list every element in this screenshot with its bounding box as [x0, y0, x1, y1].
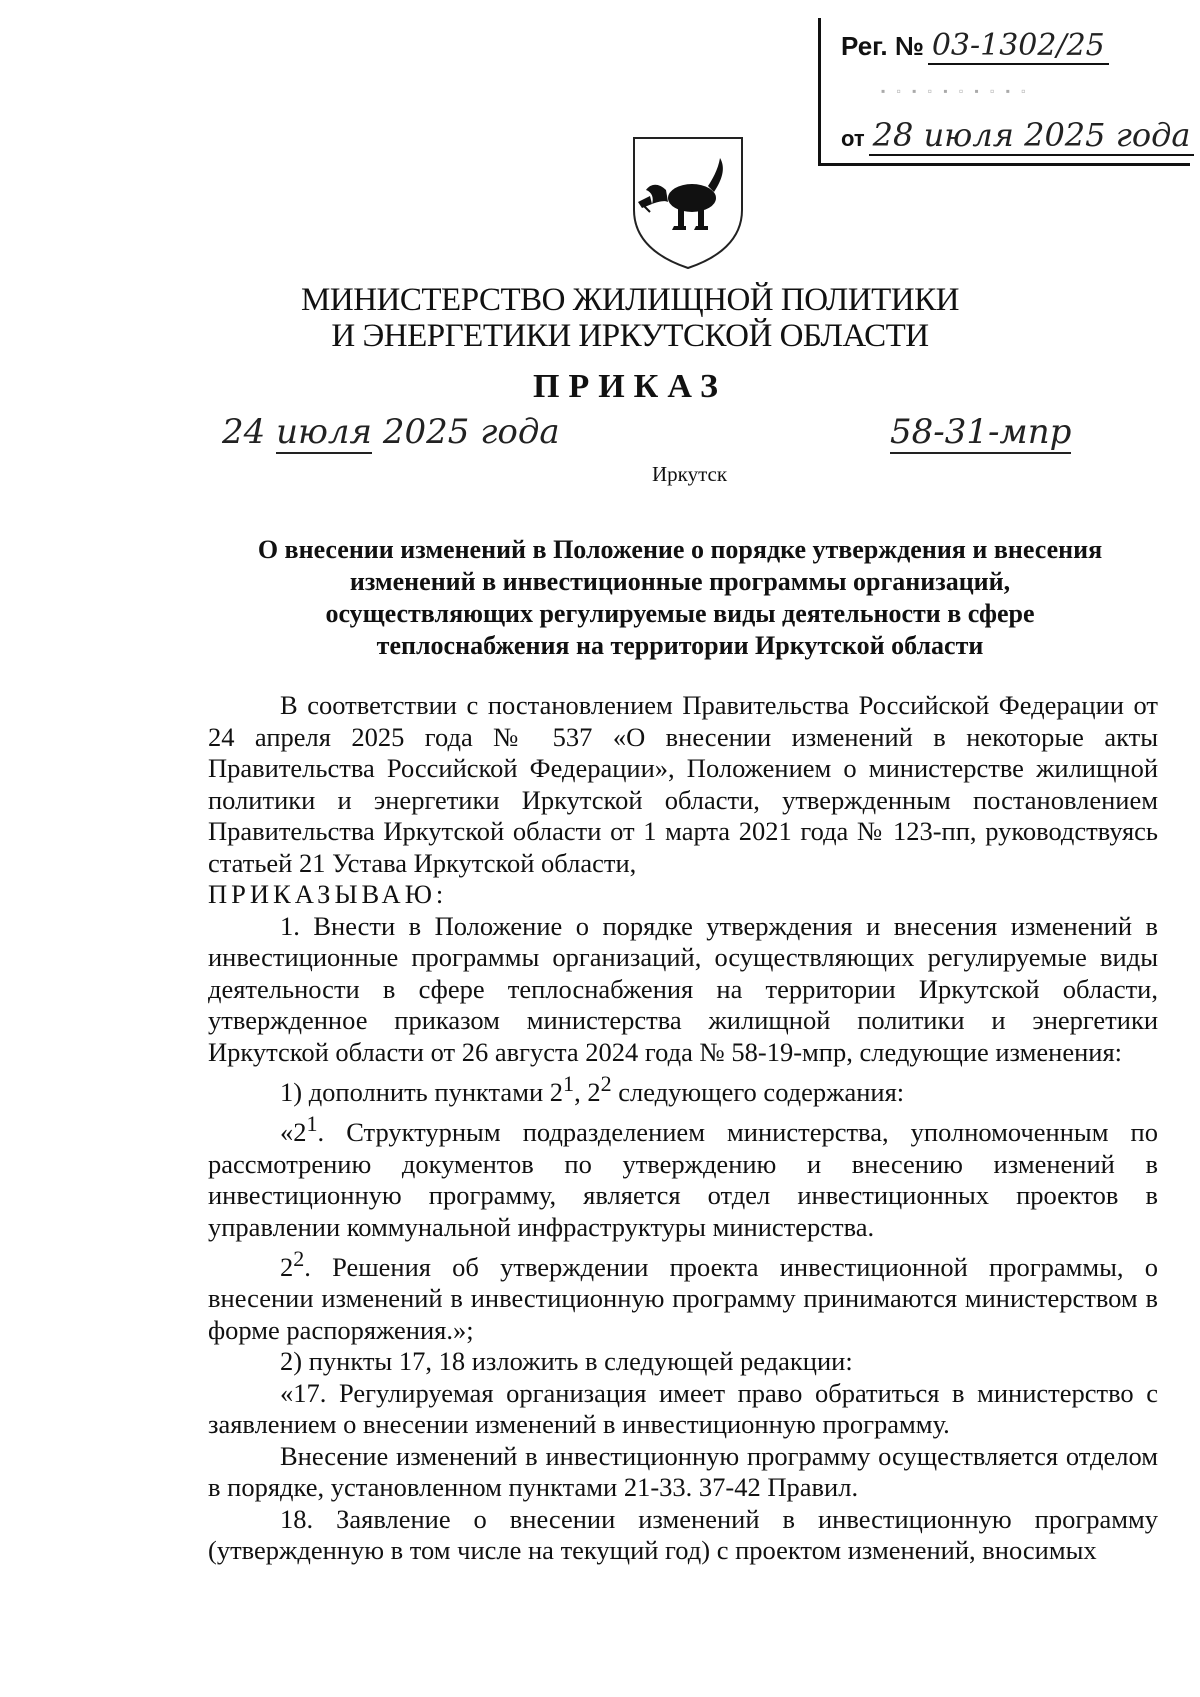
subitem-1-text-b: , 2	[574, 1076, 601, 1107]
subitem-1-sup-2: 2	[600, 1071, 612, 1096]
order-date-year: 2025 года	[382, 412, 560, 452]
preamble-paragraph: В соответствии с постановлением Правительства Российской Федерации от 24 апреля 2025 года № 537 «О внесении изменений в некоторые акты Правительства Российской Федерации», Положением о министерстве жилищной политики и энергетики Иркутской области, утвержденным постановлением Правительства Иркутской области от 1 марта 2021 года № 123-пп, руководствуясь статьей 21 Устава Иркутской области,	[208, 690, 1158, 878]
reg-number-label: Рег. №	[841, 31, 924, 61]
item-1-paragraph: 1. Внести в Положение о порядке утверждения и внесения изменений в инвестиционные программы организаций, осуществляющих регулируемые виды деятельности в сфере теплоснабжения на территории Иркутской области, утвержденное приказом министерства жилищной политики и энергетики Иркутской области от 26 августа 2024 года № 58-19-мпр, следующие изменения:	[208, 910, 1158, 1067]
point-2-1-num: «2	[280, 1117, 307, 1148]
subitem-1-paragraph	[208, 1068, 1158, 1108]
subitem-2-paragraph: 2) пункты 17, 18 изложить в следующей редакции:	[280, 1346, 853, 1377]
ministry-name-line1: МИНИСТЕРСТВО ЖИЛИЩНОЙ ПОЛИТИКИ	[301, 282, 959, 318]
point-2-2-sup: 2	[293, 1246, 305, 1272]
point-2-2-num: 2	[280, 1251, 294, 1282]
subject-line-2: изменений в инвестиционные программы организаций,	[349, 567, 1011, 596]
subitem-1-sup-1: 1	[563, 1071, 575, 1096]
ministry-name-line2: И ЭНЕРГЕТИКИ ИРКУТСКОЙ ОБЛАСТИ	[331, 318, 929, 354]
order-date-month: июля	[276, 412, 373, 452]
order-date	[222, 412, 560, 452]
order-title: ПРИКАЗ	[533, 368, 727, 405]
order-body	[208, 690, 1158, 1567]
city-name: Иркутск	[652, 462, 728, 486]
point-2-1-sup: 1	[306, 1111, 318, 1137]
reg-number-line	[841, 28, 1109, 63]
order-date-day: 24	[222, 412, 266, 452]
order-word: ПРИКАЗЫВАЮ:	[208, 879, 448, 909]
subitem-1-text-c: следующего содержания:	[611, 1076, 905, 1107]
order-subject	[200, 534, 1160, 662]
point-18-paragraph: 18. Заявление о внесении изменений в инвестиционную программу (утвержденную в том числе на текущий год) с проектом изменений, вносимых	[208, 1503, 1158, 1566]
point-2-1-text: . Структурным подразделением министерства, уполномоченным по рассмотрению документов по утверждению и внесению изменений в инвестиционную программу, является отдел инвестиционных проектов в управлении коммунальной инфраструктуры министерства.	[208, 1117, 1158, 1242]
point-17-continuation: Внесение изменений в инвестиционную программу осуществляется отделом в порядке, установленном пунктами 21-33. 37-42 Правил.	[208, 1440, 1158, 1503]
registration-stamp	[818, 18, 1190, 166]
subject-line-3: осуществляющих регулируемые виды деятельности в сфере	[325, 599, 1035, 628]
point-17-paragraph: «17. Регулируемая организация имеет право обратиться в министерство с заявлением о внесении изменений в инвестиционную программу.	[208, 1377, 1158, 1440]
point-2-2-text: . Решения об утверждении проекта инвестиционной программы, о внесении изменений в инвестиционную программу принимаются министерством в форме распоряжения.»;	[208, 1251, 1158, 1345]
reg-number-value: 03-1302/25	[928, 28, 1109, 65]
point-2-2-paragraph	[208, 1243, 1158, 1346]
subject-line-4: теплоснабжения на территории Иркутской области	[376, 631, 984, 660]
subitem-1-text-a: 1) дополнить пунктами 2	[280, 1076, 564, 1107]
reg-date-value: 28 июля 2025 года	[869, 116, 1195, 156]
point-2-1-paragraph	[208, 1108, 1158, 1243]
reg-date-line	[841, 116, 1194, 154]
reg-date-label: от	[841, 126, 865, 151]
subject-line-1: О внесении изменений в Положение о порядке утверждения и внесения	[257, 535, 1103, 564]
order-number: 58-31-мпр	[890, 412, 1072, 452]
coat-of-arms-icon	[628, 132, 748, 272]
faint-stamp-marks: ▪ ▫ ▪ ▫ ▪ ▫ ▪ ▫ ▪ ▫	[881, 84, 1030, 98]
